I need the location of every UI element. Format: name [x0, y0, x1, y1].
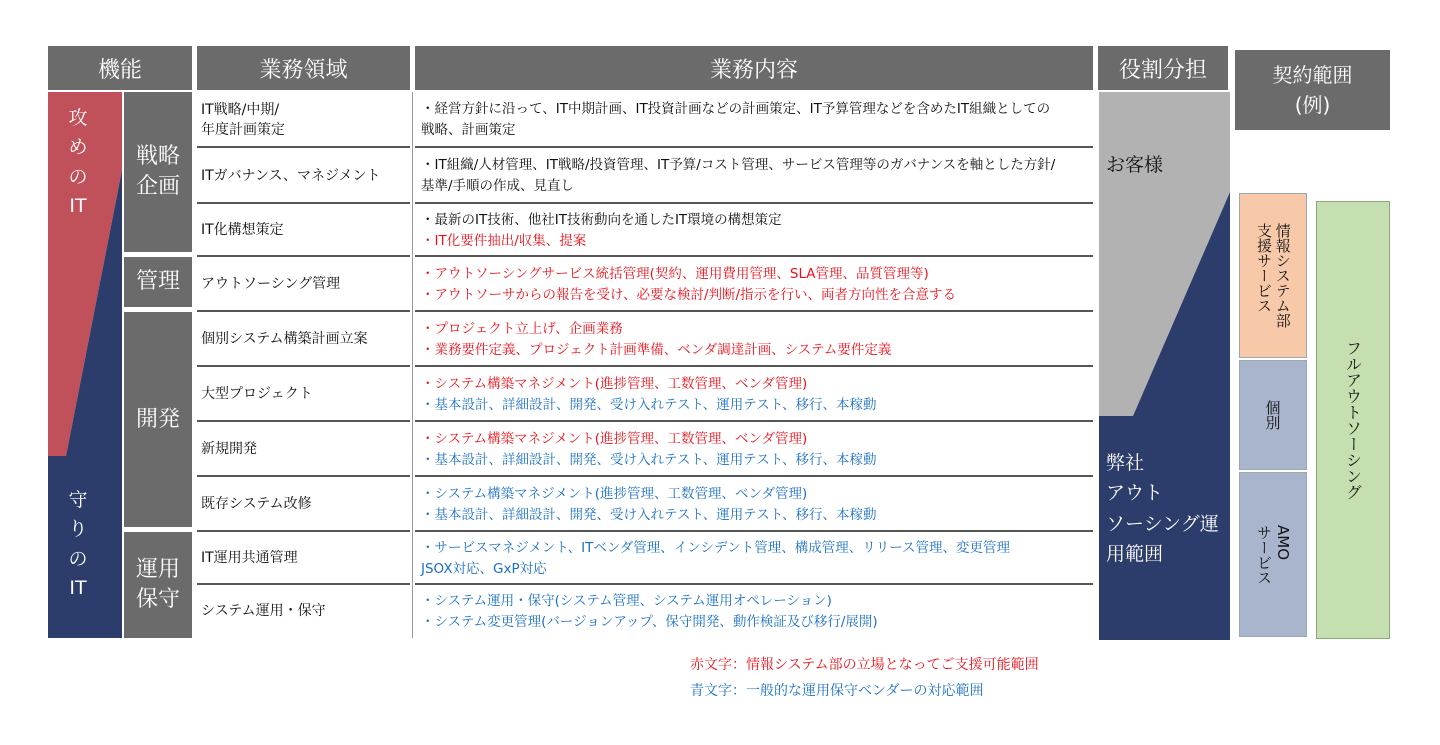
row-domain: IT戦略/中期/ 年度計画策定: [201, 101, 285, 138]
scope-amo-service: AMO サービス: [1239, 472, 1307, 637]
row-divider: [415, 420, 1093, 422]
row-content: [415, 422, 1093, 477]
row-content: [415, 367, 1093, 422]
header-domain: 業務領域: [197, 46, 410, 90]
content-line: ・システム変更管理(バージョンアップ、保守開発、動作検証及び移行/展開): [421, 613, 878, 630]
content-line: ・システム構築マネジメント(進捗管理、工数管理、ベンダ管理): [421, 430, 808, 447]
row-divider: [415, 255, 1093, 257]
row-content: [415, 148, 1093, 204]
row-domain: IT運用共通管理: [201, 550, 298, 567]
category-operations: 運用 保守: [124, 532, 192, 638]
row-divider: [415, 475, 1093, 477]
row-domain: ITガバナンス、マネジメント: [201, 167, 381, 184]
row-divider: [415, 202, 1093, 204]
content-line: JSOX対応、GxP対応: [421, 560, 547, 577]
scope-full-outsourcing: フルアウトソーシング: [1316, 201, 1390, 639]
content-line: ・基本設計、詳細設計、開発、受け入れテスト、運用テスト、移行、本稼動: [421, 451, 877, 468]
content-line: ・業務要件定義、プロジェクト計画準備、ベンダ調達計画、システム要件定義: [421, 341, 892, 358]
content-line: ・システム運用・保守(システム管理、システム運用オペレーション): [421, 592, 832, 609]
header-scope: 契約範囲 (例): [1235, 50, 1390, 130]
content-line: ・サービスマネジメント、ITベンダ管理、インシデント管理、構成管理、リリース管理、変更管理: [421, 539, 1011, 556]
content-line: ・アウトソーサからの報告を受け、必要な検討/判断/指示を行い、両者方向性を合意する: [421, 286, 957, 303]
row-content: [415, 204, 1093, 257]
role-ours: 弊社 アウト ソーシング運 用範囲: [1106, 452, 1219, 566]
category-strategy: 戦略 企画: [124, 92, 192, 252]
attack-it-label: 攻 め の IT: [68, 107, 88, 218]
scope-individual: 個別: [1239, 360, 1307, 470]
row-domain: 大型プロジェクト: [201, 386, 313, 403]
row-domain: アウトソーシング管理: [201, 276, 341, 293]
row-divider: [415, 583, 1093, 585]
content-line: ・アウトソーシングサービス統括管理(契約、運用費用管理、SLA管理、品質管理等): [421, 265, 929, 282]
role-customer: お客様: [1106, 154, 1164, 176]
row-divider: [197, 583, 410, 585]
row-domain: 新規開発: [201, 441, 257, 458]
row-divider: [197, 146, 410, 148]
row-divider: [197, 202, 410, 204]
content-line: ・経営方針に沿って、IT中期計画、IT投資計画などの計画策定、IT予算管理などを含めたIT組織としての 戦略、計画策定: [421, 101, 1051, 138]
row-divider: [197, 255, 410, 257]
row-domain: IT化構想策定: [201, 222, 284, 239]
content-line: ・基本設計、詳細設計、開発、受け入れテスト、運用テスト、移行、本稼動: [421, 396, 877, 413]
row-domain: 個別システム構築計画立案: [201, 331, 368, 348]
content-line: ・システム構築マネジメント(進捗管理、工数管理、ベンダ管理): [421, 375, 808, 392]
row-divider: [197, 310, 410, 312]
row-content: [415, 92, 1093, 148]
row-domain: 既存システム改修: [201, 496, 312, 513]
category-management: 管理: [124, 257, 192, 307]
header-role: 役割分担: [1098, 46, 1228, 90]
content-line: ・システム構築マネジメント(進捗管理、工数管理、ベンダ管理): [421, 485, 808, 502]
row-divider: [197, 420, 410, 422]
row-divider: [415, 530, 1093, 532]
content-line: ・最新のIT技術、他社IT技術動向を通したIT環境の構想策定: [421, 211, 782, 228]
row-content: [415, 585, 1093, 638]
header-function: 機能: [48, 46, 192, 90]
row-content: [415, 312, 1093, 367]
row-divider: [415, 365, 1093, 367]
content-line: ・IT組織/人材管理、IT戦略/投資管理、IT予算/コスト管理、サービス管理等のガバナンスを軸とした方針/ 基準/手順の作成、見直し: [421, 157, 1056, 194]
legend-red-text: 赤文字：情報システム部の立場となってご支援可能範囲: [690, 657, 1039, 673]
content-line: ・基本設計、詳細設計、開発、受け入れテスト、運用テスト、移行、本稼動: [421, 506, 877, 523]
row-content: [415, 477, 1093, 532]
row-content: [415, 532, 1093, 585]
row-divider: [415, 146, 1093, 148]
defend-it-label: 守 り の IT: [68, 489, 88, 600]
legend-blue-text: 青文字：一般的な運用保守ベンダーの対応範囲: [690, 683, 984, 699]
row-divider: [415, 310, 1093, 312]
row-content: [415, 257, 1093, 312]
row-divider: [197, 365, 410, 367]
header-content: 業務内容: [415, 46, 1093, 90]
category-development: 開発: [124, 312, 192, 527]
content-line: ・プロジェクト立上げ、企画業務: [421, 320, 623, 337]
column-divider: [412, 92, 413, 638]
row-divider: [197, 530, 410, 532]
row-divider: [197, 475, 410, 477]
content-line: ・IT化要件抽出/収集、提案: [421, 232, 587, 249]
row-domain: システム運用・保守: [201, 603, 326, 620]
scope-info-system-support: 情報システム部 支援サービス: [1239, 193, 1307, 358]
